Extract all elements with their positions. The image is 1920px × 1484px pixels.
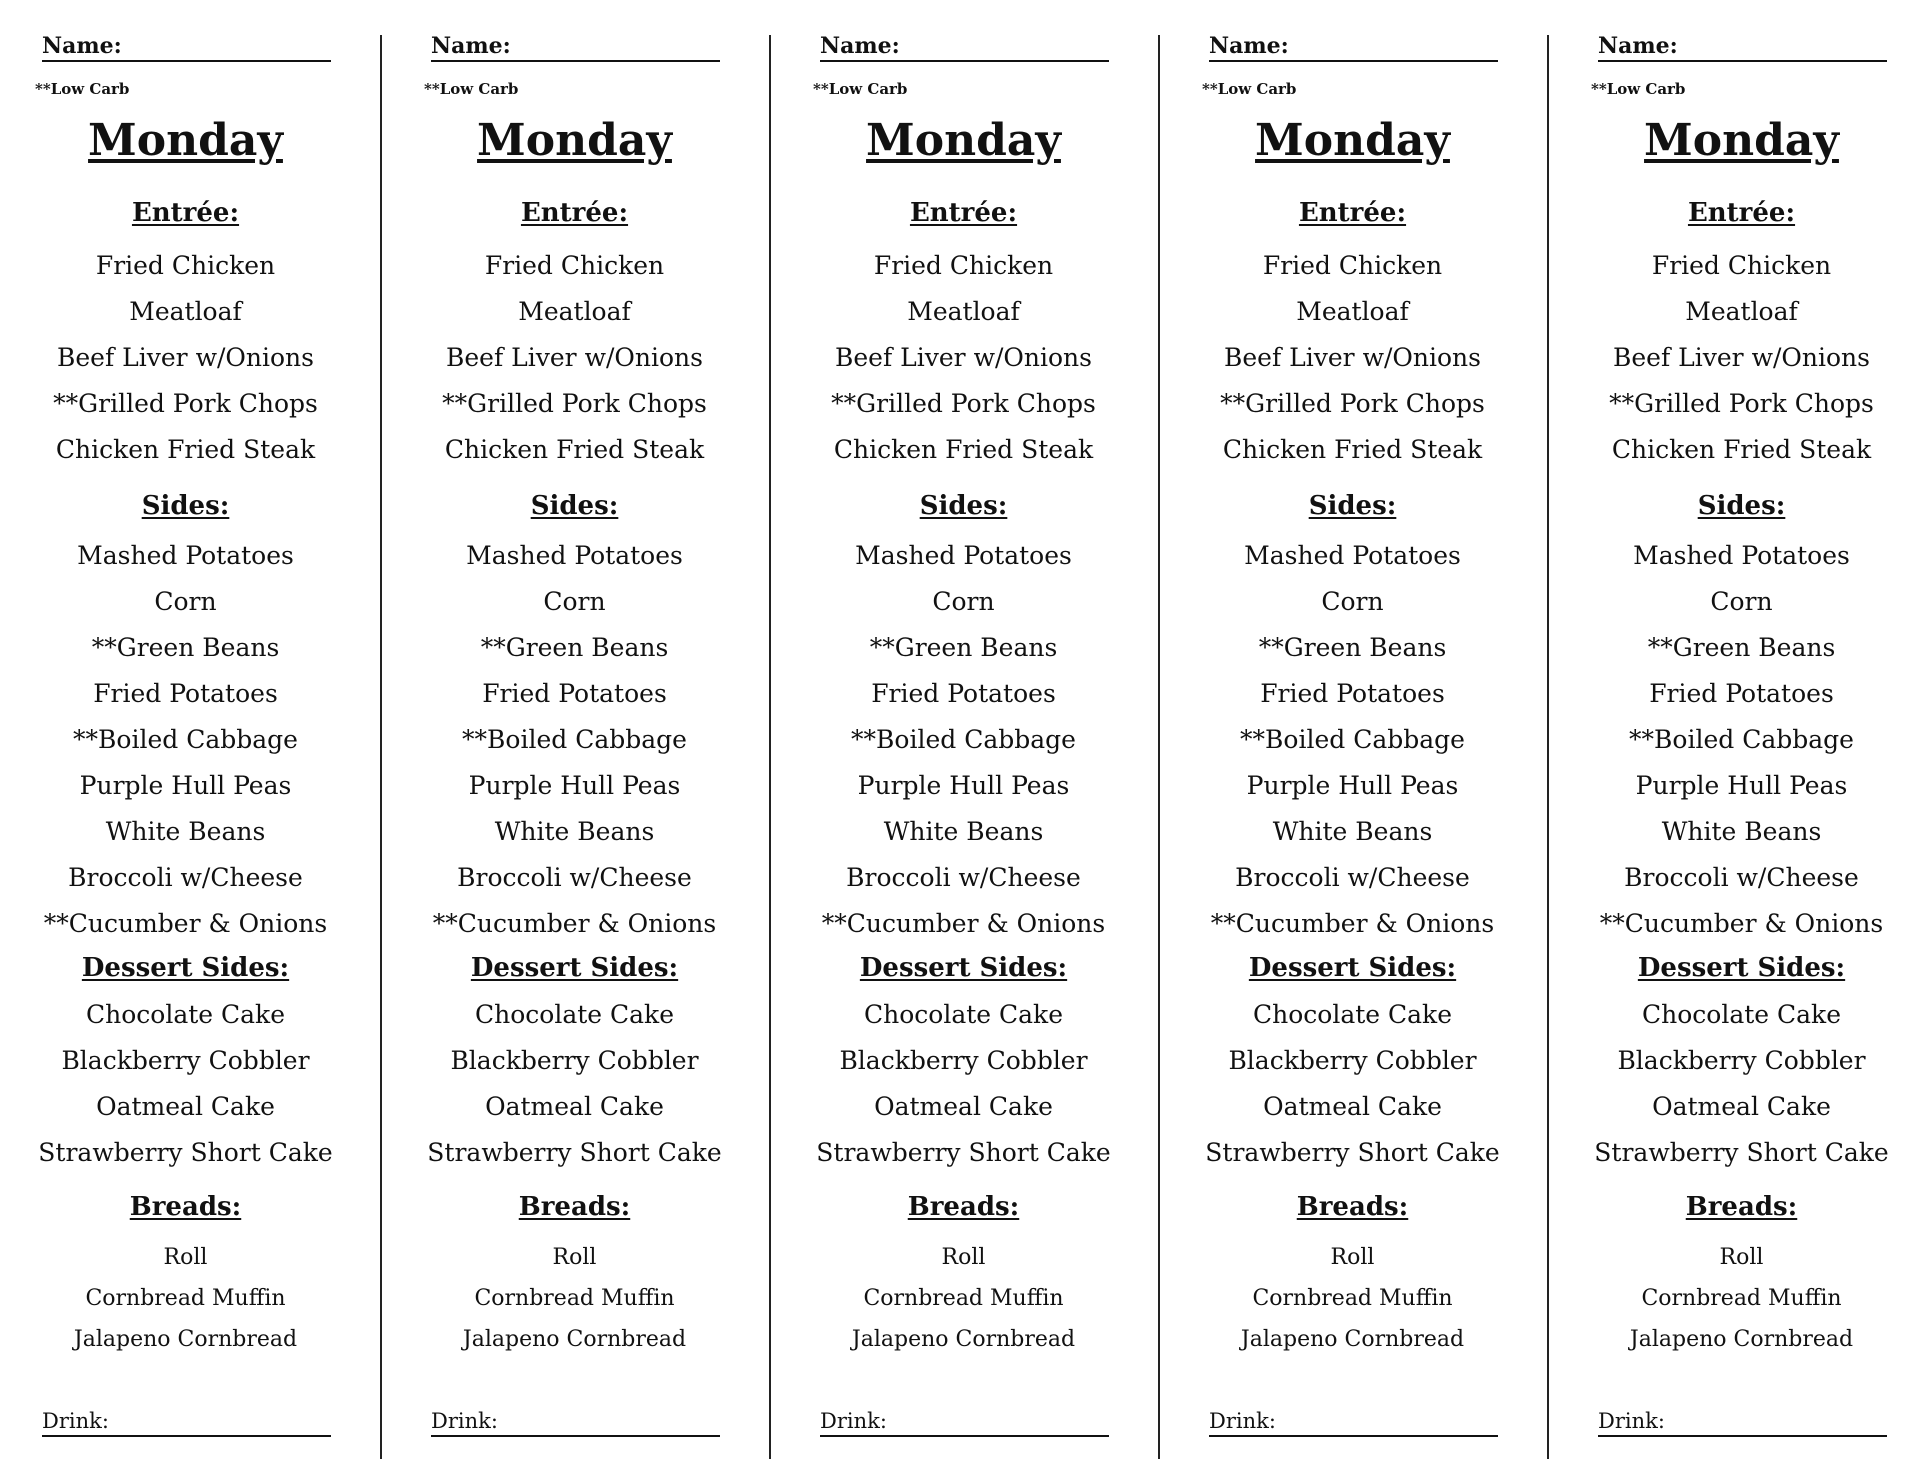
name-field[interactable] bbox=[820, 32, 1109, 62]
side-item: **Green Beans bbox=[480, 633, 669, 662]
side-item: Purple Hull Peas bbox=[468, 771, 681, 800]
bread-item: Jalapeno Cornbread bbox=[73, 1327, 298, 1352]
dessert-heading: Dessert Sides: bbox=[470, 953, 679, 983]
low-carb-note: **Low Carb bbox=[424, 80, 519, 98]
low-carb-note: **Low Carb bbox=[1591, 80, 1686, 98]
entree-item: Fried Chicken bbox=[873, 251, 1054, 280]
bread-item: Cornbread Muffin bbox=[474, 1286, 675, 1311]
side-item: Corn bbox=[932, 587, 995, 616]
side-item: Corn bbox=[1321, 587, 1384, 616]
column-divider bbox=[1547, 35, 1549, 1459]
drink-field[interactable] bbox=[42, 1407, 331, 1437]
column-divider bbox=[769, 35, 771, 1459]
side-item: **Cucumber & Onions bbox=[1599, 909, 1884, 938]
side-item: Broccoli w/Cheese bbox=[68, 863, 303, 892]
side-item: White Beans bbox=[494, 817, 655, 846]
drink-label: Drink: bbox=[431, 1409, 498, 1433]
day-title: Monday bbox=[1255, 115, 1450, 166]
dessert-item: Oatmeal Cake bbox=[1263, 1092, 1442, 1121]
entree-item: Fried Chicken bbox=[1651, 251, 1832, 280]
side-item: Purple Hull Peas bbox=[1246, 771, 1459, 800]
entree-item: **Grilled Pork Chops bbox=[442, 389, 707, 418]
dessert-item: Strawberry Short Cake bbox=[38, 1138, 333, 1167]
entree-item: Beef Liver w/Onions bbox=[835, 343, 1092, 372]
sides-heading: Sides: bbox=[919, 491, 1008, 521]
side-item: Broccoli w/Cheese bbox=[846, 863, 1081, 892]
dessert-item: Oatmeal Cake bbox=[874, 1092, 1053, 1121]
column-divider bbox=[380, 35, 382, 1459]
breads-heading: Breads: bbox=[1685, 1192, 1798, 1222]
name-field[interactable] bbox=[1598, 32, 1887, 62]
entree-item: Fried Chicken bbox=[95, 251, 276, 280]
bread-item: Roll bbox=[163, 1245, 208, 1270]
side-item: Fried Potatoes bbox=[1649, 679, 1834, 708]
side-item: Mashed Potatoes bbox=[855, 541, 1072, 570]
side-item: Fried Potatoes bbox=[871, 679, 1056, 708]
entree-item: Beef Liver w/Onions bbox=[1224, 343, 1481, 372]
side-item: Broccoli w/Cheese bbox=[457, 863, 692, 892]
bread-item: Roll bbox=[1330, 1245, 1375, 1270]
breads-heading: Breads: bbox=[907, 1192, 1020, 1222]
side-item: **Green Beans bbox=[869, 633, 1058, 662]
entree-item: Meatloaf bbox=[129, 297, 242, 326]
side-item: Mashed Potatoes bbox=[1633, 541, 1850, 570]
bread-item: Cornbread Muffin bbox=[1641, 1286, 1842, 1311]
side-item: White Beans bbox=[105, 817, 266, 846]
side-item: Broccoli w/Cheese bbox=[1235, 863, 1470, 892]
bread-item: Jalapeno Cornbread bbox=[1629, 1327, 1854, 1352]
side-item: **Boiled Cabbage bbox=[462, 725, 687, 754]
breads-heading: Breads: bbox=[129, 1192, 242, 1222]
side-item: Purple Hull Peas bbox=[857, 771, 1070, 800]
dessert-heading: Dessert Sides: bbox=[81, 953, 290, 983]
sides-heading: Sides: bbox=[530, 491, 619, 521]
drink-field[interactable] bbox=[1209, 1407, 1498, 1437]
side-item: Purple Hull Peas bbox=[1635, 771, 1848, 800]
entree-item: **Grilled Pork Chops bbox=[53, 389, 318, 418]
entree-item: **Grilled Pork Chops bbox=[831, 389, 1096, 418]
entree-item: Chicken Fried Steak bbox=[833, 435, 1094, 464]
entree-item: Beef Liver w/Onions bbox=[57, 343, 314, 372]
entree-item: Fried Chicken bbox=[484, 251, 665, 280]
dessert-item: Blackberry Cobbler bbox=[450, 1046, 699, 1075]
side-item: Broccoli w/Cheese bbox=[1624, 863, 1859, 892]
side-item: White Beans bbox=[1272, 817, 1433, 846]
entree-item: Chicken Fried Steak bbox=[55, 435, 316, 464]
dessert-item: Blackberry Cobbler bbox=[1228, 1046, 1477, 1075]
side-item: White Beans bbox=[883, 817, 1044, 846]
entree-item: **Grilled Pork Chops bbox=[1609, 389, 1874, 418]
bread-item: Cornbread Muffin bbox=[1252, 1286, 1453, 1311]
drink-label: Drink: bbox=[1598, 1409, 1665, 1433]
entree-item: Meatloaf bbox=[907, 297, 1020, 326]
sides-heading: Sides: bbox=[1308, 491, 1397, 521]
dessert-heading: Dessert Sides: bbox=[859, 953, 1068, 983]
drink-label: Drink: bbox=[1209, 1409, 1276, 1433]
dessert-item: Strawberry Short Cake bbox=[816, 1138, 1111, 1167]
dessert-item: Strawberry Short Cake bbox=[1205, 1138, 1500, 1167]
sides-heading: Sides: bbox=[1697, 491, 1786, 521]
column-divider bbox=[1158, 35, 1160, 1459]
low-carb-note: **Low Carb bbox=[35, 80, 130, 98]
drink-field[interactable] bbox=[1598, 1407, 1887, 1437]
menu-slip bbox=[0, 0, 390, 1484]
side-item: White Beans bbox=[1661, 817, 1822, 846]
day-title: Monday bbox=[88, 115, 283, 166]
dessert-heading: Dessert Sides: bbox=[1637, 953, 1846, 983]
side-item: **Cucumber & Onions bbox=[432, 909, 717, 938]
entree-item: **Grilled Pork Chops bbox=[1220, 389, 1485, 418]
day-title: Monday bbox=[866, 115, 1061, 166]
dessert-item: Blackberry Cobbler bbox=[839, 1046, 1088, 1075]
side-item: **Green Beans bbox=[1258, 633, 1447, 662]
dessert-item: Chocolate Cake bbox=[1642, 1000, 1841, 1029]
drink-field[interactable] bbox=[820, 1407, 1109, 1437]
drink-field[interactable] bbox=[431, 1407, 720, 1437]
breads-heading: Breads: bbox=[1296, 1192, 1409, 1222]
breads-heading: Breads: bbox=[518, 1192, 631, 1222]
name-label: Name: bbox=[431, 33, 511, 59]
bread-item: Cornbread Muffin bbox=[863, 1286, 1064, 1311]
entree-item: Beef Liver w/Onions bbox=[1613, 343, 1870, 372]
day-title: Monday bbox=[1644, 115, 1839, 166]
sides-heading: Sides: bbox=[141, 491, 230, 521]
dessert-item: Chocolate Cake bbox=[475, 1000, 674, 1029]
name-label: Name: bbox=[820, 33, 900, 59]
dessert-item: Strawberry Short Cake bbox=[427, 1138, 722, 1167]
dessert-item: Blackberry Cobbler bbox=[61, 1046, 310, 1075]
side-item: Corn bbox=[1710, 587, 1773, 616]
name-label: Name: bbox=[42, 33, 122, 59]
dessert-item: Oatmeal Cake bbox=[1652, 1092, 1831, 1121]
menu-slip bbox=[1167, 0, 1557, 1484]
entree-heading: Entrée: bbox=[131, 198, 240, 228]
entree-heading: Entrée: bbox=[1687, 198, 1796, 228]
side-item: **Cucumber & Onions bbox=[43, 909, 328, 938]
side-item: Mashed Potatoes bbox=[77, 541, 294, 570]
name-label: Name: bbox=[1209, 33, 1289, 59]
bread-item: Roll bbox=[552, 1245, 597, 1270]
dessert-heading: Dessert Sides: bbox=[1248, 953, 1457, 983]
entree-heading: Entrée: bbox=[520, 198, 629, 228]
name-field[interactable] bbox=[42, 32, 331, 62]
entree-item: Meatloaf bbox=[1685, 297, 1798, 326]
entree-item: Meatloaf bbox=[518, 297, 631, 326]
bread-item: Jalapeno Cornbread bbox=[462, 1327, 687, 1352]
side-item: **Cucumber & Onions bbox=[821, 909, 1106, 938]
dessert-item: Chocolate Cake bbox=[1253, 1000, 1452, 1029]
side-item: **Boiled Cabbage bbox=[851, 725, 1076, 754]
entree-item: Chicken Fried Steak bbox=[444, 435, 705, 464]
low-carb-note: **Low Carb bbox=[813, 80, 908, 98]
entree-item: Fried Chicken bbox=[1262, 251, 1443, 280]
dessert-item: Chocolate Cake bbox=[864, 1000, 1063, 1029]
bread-item: Jalapeno Cornbread bbox=[1240, 1327, 1465, 1352]
dessert-item: Strawberry Short Cake bbox=[1594, 1138, 1889, 1167]
menu-slip bbox=[778, 0, 1168, 1484]
bread-item: Jalapeno Cornbread bbox=[851, 1327, 1076, 1352]
menu-slip bbox=[389, 0, 779, 1484]
entree-item: Chicken Fried Steak bbox=[1611, 435, 1872, 464]
menu-slip bbox=[1556, 0, 1920, 1484]
side-item: Mashed Potatoes bbox=[1244, 541, 1461, 570]
side-item: Corn bbox=[543, 587, 606, 616]
side-item: **Boiled Cabbage bbox=[73, 725, 298, 754]
dessert-item: Chocolate Cake bbox=[86, 1000, 285, 1029]
bread-item: Roll bbox=[941, 1245, 986, 1270]
side-item: Mashed Potatoes bbox=[466, 541, 683, 570]
side-item: **Green Beans bbox=[1647, 633, 1836, 662]
dessert-item: Oatmeal Cake bbox=[96, 1092, 275, 1121]
side-item: Fried Potatoes bbox=[93, 679, 278, 708]
entree-item: Meatloaf bbox=[1296, 297, 1409, 326]
day-title: Monday bbox=[477, 115, 672, 166]
side-item: Fried Potatoes bbox=[482, 679, 667, 708]
bread-item: Cornbread Muffin bbox=[85, 1286, 286, 1311]
side-item: **Boiled Cabbage bbox=[1629, 725, 1854, 754]
side-item: **Cucumber & Onions bbox=[1210, 909, 1495, 938]
dessert-item: Oatmeal Cake bbox=[485, 1092, 664, 1121]
side-item: **Green Beans bbox=[91, 633, 280, 662]
side-item: Fried Potatoes bbox=[1260, 679, 1445, 708]
dessert-item: Blackberry Cobbler bbox=[1617, 1046, 1866, 1075]
name-field[interactable] bbox=[1209, 32, 1498, 62]
name-label: Name: bbox=[1598, 33, 1678, 59]
side-item: Purple Hull Peas bbox=[79, 771, 292, 800]
drink-label: Drink: bbox=[42, 1409, 109, 1433]
side-item: Corn bbox=[154, 587, 217, 616]
name-field[interactable] bbox=[431, 32, 720, 62]
entree-item: Chicken Fried Steak bbox=[1222, 435, 1483, 464]
entree-heading: Entrée: bbox=[1298, 198, 1407, 228]
entree-heading: Entrée: bbox=[909, 198, 1018, 228]
drink-label: Drink: bbox=[820, 1409, 887, 1433]
side-item: **Boiled Cabbage bbox=[1240, 725, 1465, 754]
bread-item: Roll bbox=[1719, 1245, 1764, 1270]
entree-item: Beef Liver w/Onions bbox=[446, 343, 703, 372]
low-carb-note: **Low Carb bbox=[1202, 80, 1297, 98]
